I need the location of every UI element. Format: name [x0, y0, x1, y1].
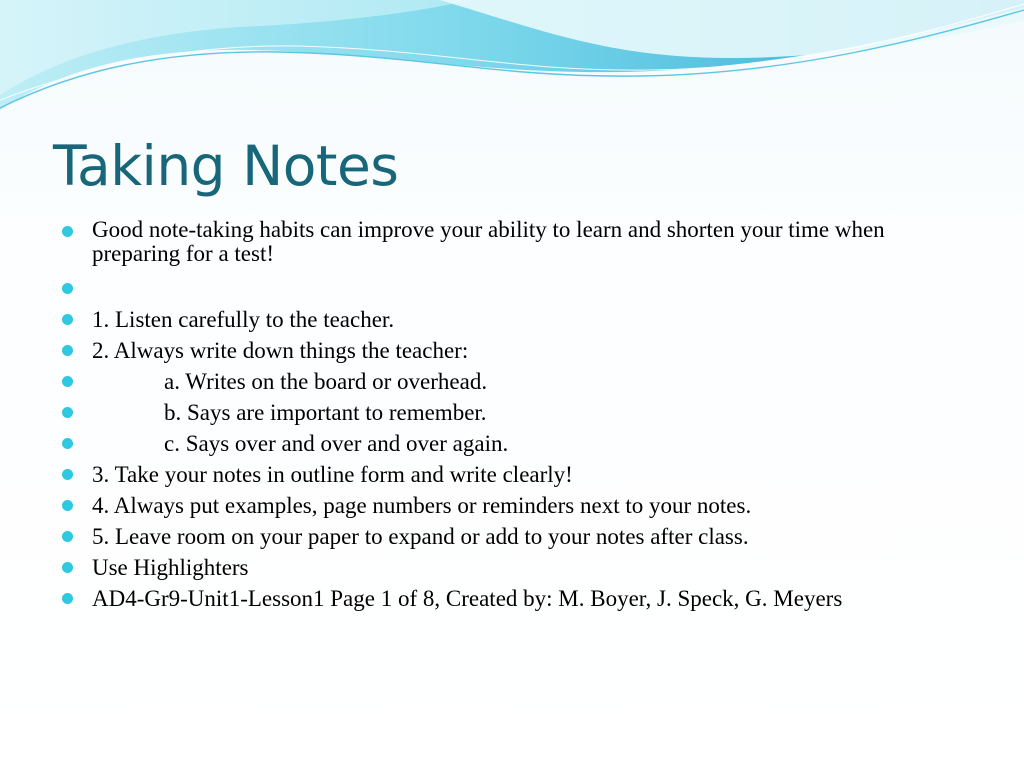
bullet-dot-icon: [62, 562, 73, 573]
list-item-text: a. Writes on the board or overhead.: [164, 369, 488, 394]
list-item-text: 3. Take your notes in outline form and write clearly!: [92, 462, 573, 487]
list-item: [62, 366, 962, 397]
bullet-dot-icon: [62, 500, 73, 511]
list-item: [62, 521, 962, 552]
list-item-text: Use Highlighters: [92, 555, 249, 580]
list-item-text: 2. Always write down things the teacher:: [92, 338, 469, 363]
list-item: [62, 218, 962, 266]
list-item: [62, 273, 962, 304]
bullet-dot-icon: [62, 226, 73, 237]
slide-title: Taking Notes: [53, 134, 399, 198]
list-item-text: AD4-Gr9-Unit1-Lesson1 Page 1 of 8, Created by: M. Boyer, J. Speck, G. Meyers: [92, 586, 843, 611]
bullet-dot-icon: [62, 531, 73, 542]
bullet-dot-icon: [62, 407, 73, 418]
bullet-dot-icon: [62, 593, 73, 604]
list-item: [62, 552, 962, 583]
list-item: [62, 335, 962, 366]
list-item-text: b. Says are important to remember.: [164, 400, 487, 425]
list-item-text: 5. Leave room on your paper to expand or add to your notes after class.: [92, 524, 749, 549]
list-item: [62, 583, 962, 614]
list-item: [62, 397, 962, 428]
list-item: [62, 304, 962, 335]
list-item-text: 4. Always put examples, page numbers or reminders next to your notes.: [92, 493, 752, 518]
bullet-dot-icon: [62, 376, 73, 387]
bullet-dot-icon: [62, 314, 73, 325]
bullet-dot-icon: [62, 345, 73, 356]
list-item-text: Good note-taking habits can improve your ability to learn and shorten your time when preparing for a test!: [92, 217, 885, 266]
list-item: [62, 459, 962, 490]
list-item-text: c. Says over and over and over again.: [164, 431, 509, 456]
bullet-dot-icon: [62, 438, 73, 449]
header-wave-decoration: [0, 0, 1024, 130]
list-item: [62, 490, 962, 521]
bullet-dot-icon: [62, 469, 73, 480]
bullet-dot-icon: [62, 283, 73, 294]
list-item-text: 1. Listen carefully to the teacher.: [92, 307, 395, 332]
list-item: [62, 428, 962, 459]
bullet-list: [62, 218, 962, 614]
